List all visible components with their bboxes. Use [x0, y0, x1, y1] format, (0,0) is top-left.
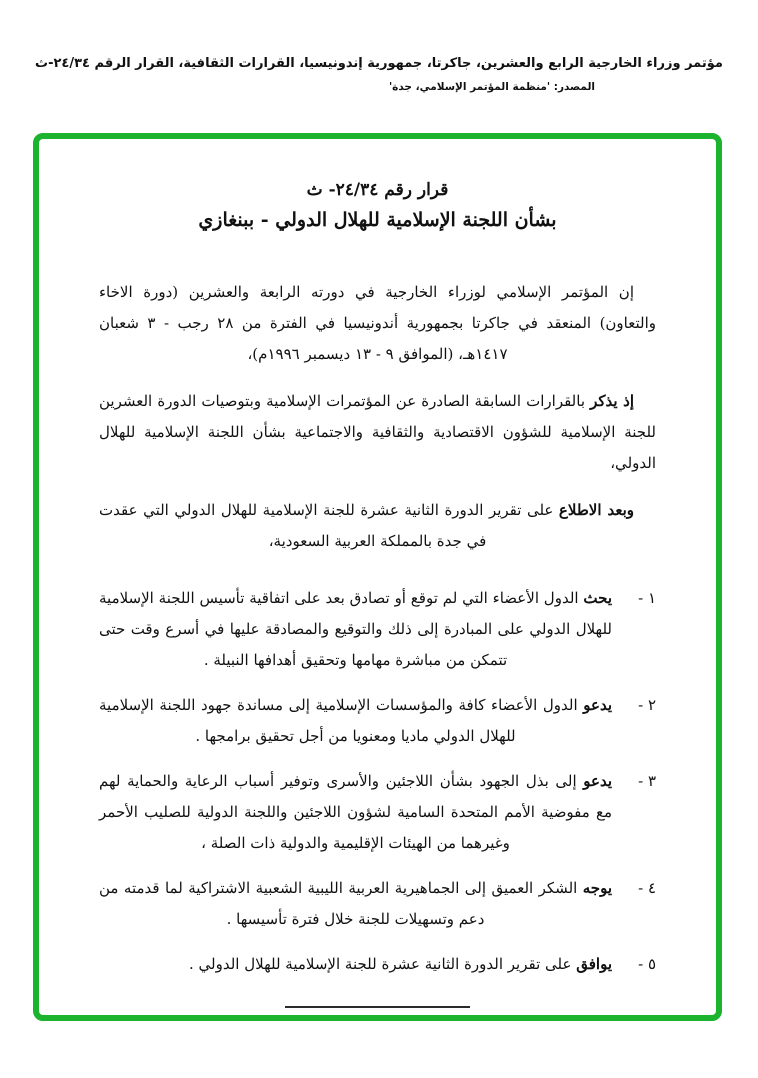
item-text — [99, 949, 612, 980]
item-lead-word: يوجه — [582, 879, 612, 897]
preamble-paragraph-session — [99, 277, 656, 370]
item-body-text: الدول الأعضاء كافة والمؤسسات الإسلامية إلى مساندة جهود اللجنة الإسلامية للهلال الدولي ماديا ومعنويا من أجل تحقيق برامجها . — [99, 696, 584, 745]
resolution-item-4 — [99, 873, 656, 935]
item-number: ٥ - — [638, 955, 656, 973]
item-number: ٣ - — [638, 772, 656, 790]
resolution-item-2 — [99, 690, 656, 752]
resolution-number-title: قرار رقم ٢٤/٣٤- ث — [306, 180, 449, 200]
resolution-item-1 — [99, 583, 656, 676]
preamble-lead-word: إذ يذكر — [590, 392, 634, 410]
header-citation-line: مؤتمر وزراء الخارجية الرابع والعشرين، جاكرتا، جمهورية إندونيسيا، القرارات الثقافية، القرار الرقم ٢٤/٣٤-ث — [35, 56, 723, 71]
resolution-subject-title: بشأن اللجنة الإسلامية للهلال الدولي - ببنغازي — [198, 209, 557, 231]
item-lead-word: يحث — [583, 589, 612, 607]
item-text — [99, 690, 612, 752]
item-text — [99, 766, 612, 859]
item-number: ٤ - — [638, 879, 656, 897]
preamble-text: على تقرير الدورة الثانية عشرة للجنة الإسلامية للهلال الدولي التي عقدت في جدة بالمملكة العربية السعودية، — [99, 501, 559, 550]
document-body — [99, 177, 656, 1008]
resolution-item-3 — [99, 766, 656, 859]
item-body-text: على تقرير الدورة الثانية عشرة للجنة الإسلامية للهلال الدولي . — [189, 955, 577, 973]
page-header — [0, 56, 758, 93]
resolution-items-list — [99, 583, 656, 980]
header-source-line: المصدر: 'منظمة المؤتمر الإسلامي، جدة' — [388, 81, 595, 93]
resolution-item-5 — [99, 949, 656, 980]
item-text — [99, 873, 612, 935]
footer-divider-rule — [285, 1006, 470, 1008]
item-lead-word: يوافق — [576, 955, 612, 973]
item-body-text: إلى بذل الجهود بشأن اللاجئين والأسرى وتوفير أسباب الرعاية والحماية لهم مع مفوضية الأمم المتحدة السامية لشؤون اللاجئين واللجنة الدولية للصليب الأحمر وغيرهما من الهيئات الإقليمية والدولية ذات الصلة ، — [99, 772, 612, 852]
preamble-text: بالقرارات السابقة الصادرة عن المؤتمرات الإسلامية وبتوصيات الدورة العشرين للجنة الإسلامية للشؤون الاقتصادية والثقافية والاجتماعية بشأن اللجنة الإسلامية للهلال الدولي، — [99, 392, 656, 472]
preamble-text: إن المؤتمر الإسلامي لوزراء الخارجية في دورته الرابعة والعشرين (دورة الاخاء والتعاون) المنعقد في جاكرتا بجمهورية أندونيسيا في الفترة من ٢٨ رجب - ٣ شعبان ١٤١٧هـ، (الموافق ٩ - ١٣ ديسمبر ١٩٩٦م)، — [99, 283, 656, 363]
item-number: ٢ - — [638, 696, 656, 714]
document-title — [99, 177, 656, 237]
item-body-text: الشكر العميق إلى الجماهيرية العربية الليبية الشعبية الاشتراكية لما قدمته من دعم وتسهيلات للجنة خلال فترة تأسيسها . — [99, 879, 583, 928]
item-text — [99, 583, 612, 676]
item-number: ١ - — [638, 589, 656, 607]
preamble-paragraph-recalling — [99, 386, 656, 479]
item-lead-word: يدعو — [583, 696, 612, 714]
preamble-paragraph-having-reviewed — [99, 495, 656, 557]
item-lead-word: يدعو — [583, 772, 612, 790]
green-border-frame — [33, 133, 722, 1021]
preamble-lead-word: وبعد الاطلاع — [558, 501, 634, 519]
item-body-text: الدول الأعضاء التي لم توقع أو تصادق بعد على اتفاقية تأسيس اللجنة الإسلامية للهلال الدولي على المبادرة إلى ذلك والتوقيع والمصادقة عليها في أسرع وقت حتى تتمكن من مباشرة مهامها وتحقيق أهدافها النبيلة . — [99, 589, 612, 669]
